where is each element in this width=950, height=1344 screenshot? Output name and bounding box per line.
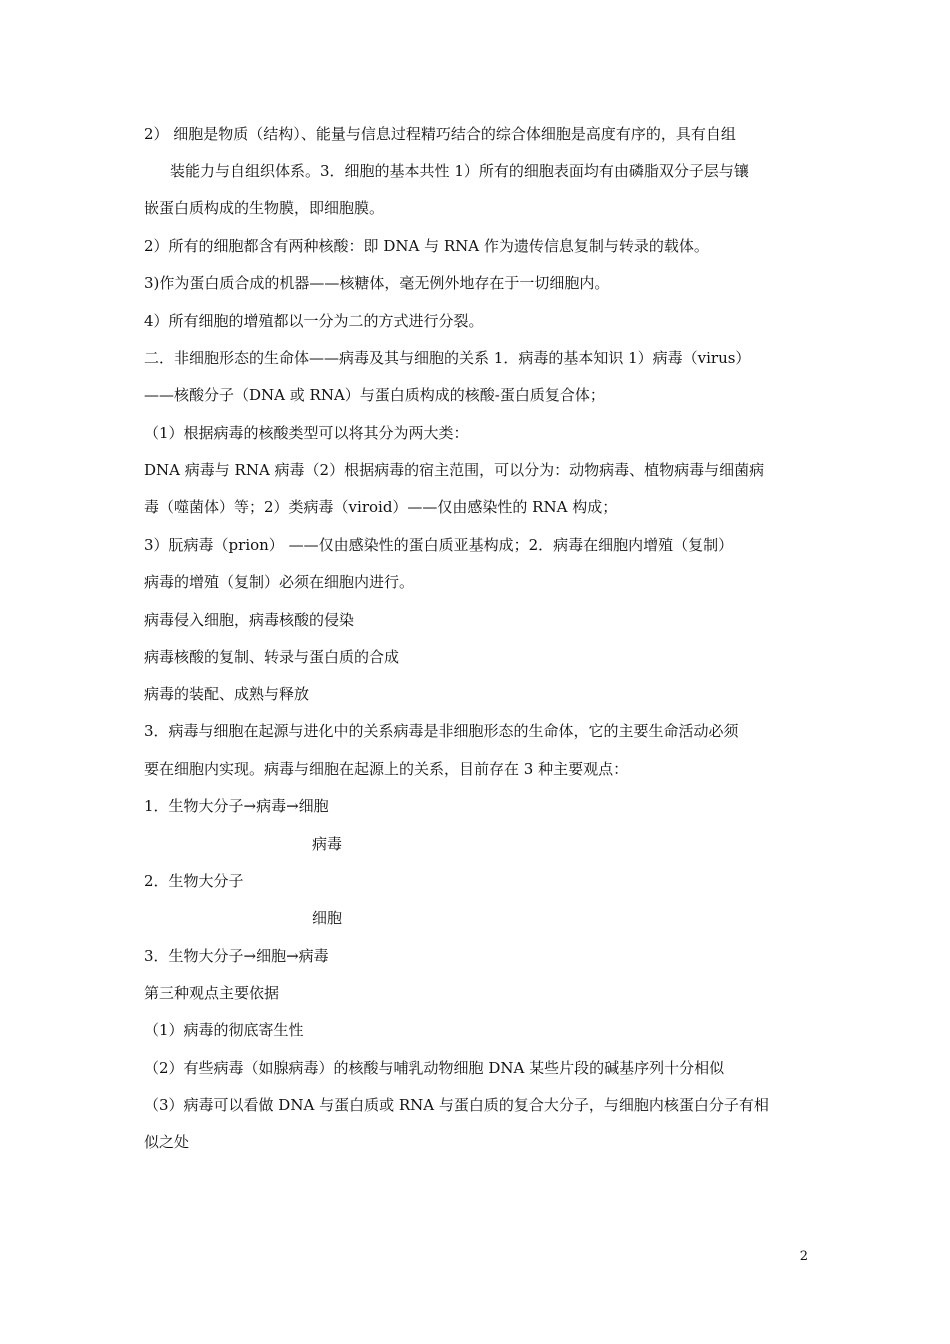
text-line: 二．非细胞形态的生命体——病毒及其与细胞的关系 1．病毒的基本知识 1）病毒（virus）: [144, 349, 751, 367]
text-line: 2） 细胞是物质（结构）、能量与信息过程精巧结合的综合体细胞是高度有序的，具有自组: [144, 125, 736, 143]
text-line: 病毒的增殖（复制）必须在细胞内进行。: [144, 573, 415, 591]
text-line: 毒（噬菌体）等；2）类病毒（viroid）——仅由感染性的 RNA 构成；: [144, 498, 618, 516]
text-line: （1）根据病毒的核酸类型可以将其分为两大类：: [144, 424, 469, 442]
diagram-label-virus: 病毒: [312, 835, 343, 853]
text-line: 3．生物大分子→细胞→病毒: [144, 947, 329, 965]
text-line: 病毒的装配、成熟与释放: [144, 685, 310, 703]
text-line: DNA 病毒与 RNA 病毒（2）根据病毒的宿主范围，可以分为：动物病毒、植物病毒与细菌病: [144, 461, 765, 479]
text-line: 1．生物大分子→病毒→细胞: [144, 797, 329, 815]
text-line: 2）所有的细胞都含有两种核酸：即 DNA 与 RNA 作为遗传信息复制与转录的载体。: [144, 237, 709, 255]
text-line: 嵌蛋白质构成的生物膜，即细胞膜。: [144, 199, 385, 217]
text-line: 病毒核酸的复制、转录与蛋白质的合成: [144, 648, 400, 666]
text-line: 装能力与自组织体系。3．细胞的基本共性 1）所有的细胞表面均有由磷脂双分子层与镶: [170, 162, 749, 180]
diagram-label-cell: 细胞: [312, 909, 343, 927]
text-line: 病毒侵入细胞，病毒核酸的侵染: [144, 611, 355, 629]
text-line: 要在细胞内实现。病毒与细胞在起源上的关系，目前存在 3 种主要观点：: [144, 760, 629, 778]
text-line: 2．生物大分子: [144, 872, 244, 890]
text-line: （2）有些病毒（如腺病毒）的核酸与哺乳动物细胞 DNA 某些片段的碱基序列十分相似: [144, 1059, 725, 1077]
text-line: ——核酸分子（DNA 或 RNA）与蛋白质构成的核酸-蛋白质复合体；: [144, 386, 605, 404]
text-line: 3)作为蛋白质合成的机器——核糖体，毫无例外地存在于一切细胞内。: [144, 274, 610, 292]
text-line: 4）所有细胞的增殖都以一分为二的方式进行分裂。: [144, 312, 484, 330]
text-line: 似之处: [144, 1133, 190, 1151]
text-line: 3）朊病毒（prion） ——仅由感染性的蛋白质亚基构成；2．病毒在细胞内增殖（复制）: [144, 536, 734, 554]
page-number: 2: [799, 1249, 808, 1264]
text-line: 第三种观点主要依据: [144, 984, 280, 1002]
text-line: （1）病毒的彻底寄生性: [144, 1021, 304, 1039]
text-line: （3）病毒可以看做 DNA 与蛋白质或 RNA 与蛋白质的复合大分子，与细胞内核蛋白分子有相: [144, 1096, 769, 1114]
text-line: 3．病毒与细胞在起源与进化中的关系病毒是非细胞形态的生命体，它的主要生命活动必须: [144, 722, 739, 740]
